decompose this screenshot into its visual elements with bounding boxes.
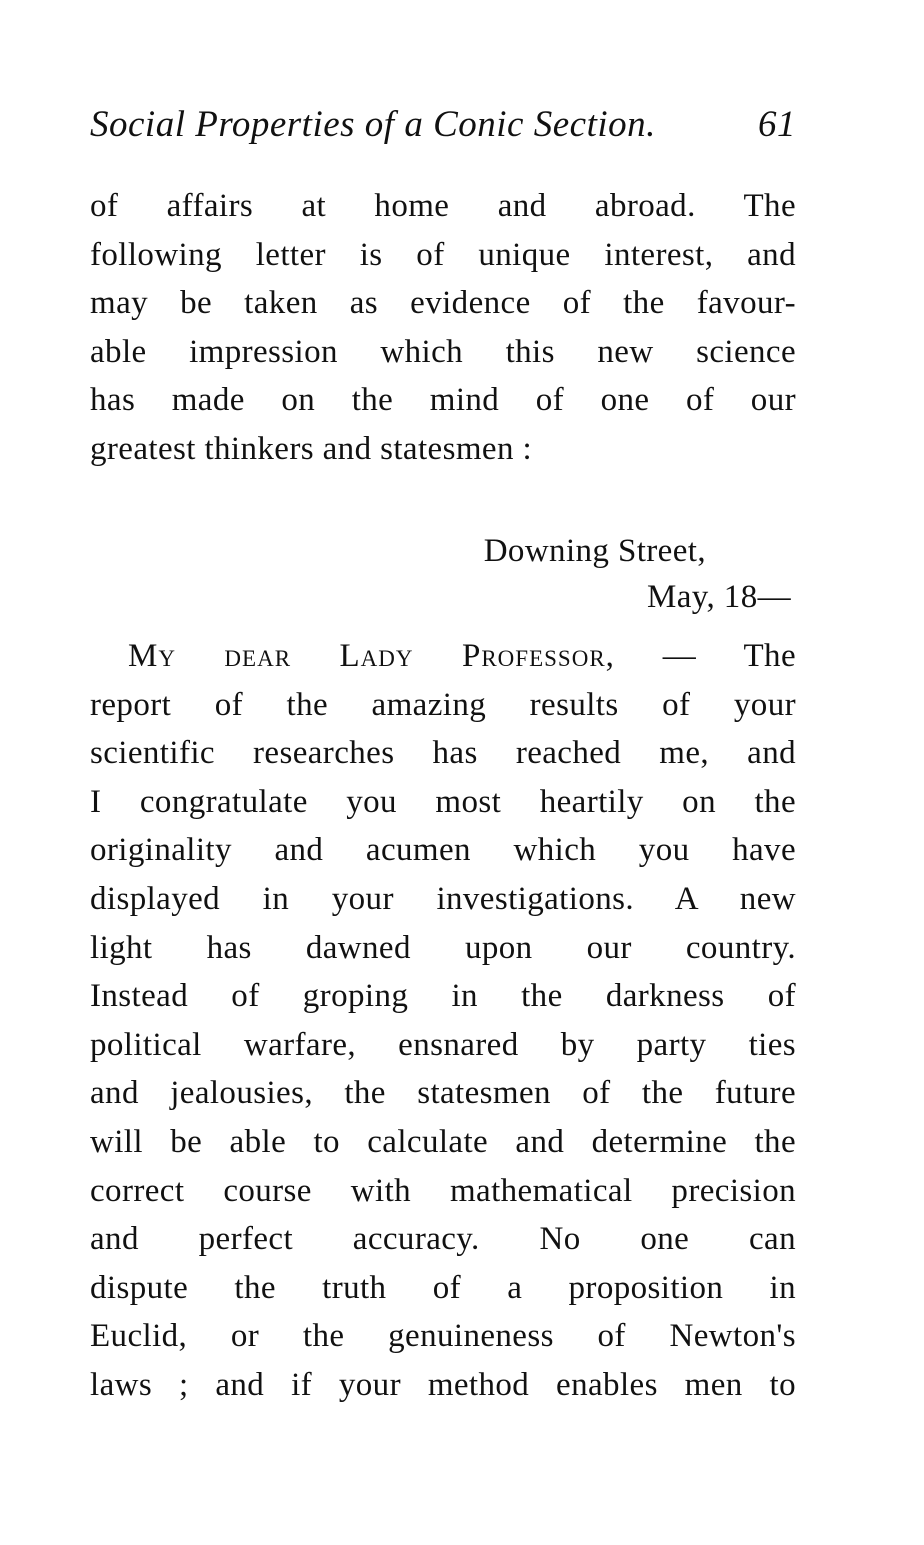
text-line: originality and acumen which you have bbox=[90, 832, 796, 869]
text-line: report of the amazing results of your bbox=[90, 686, 796, 723]
text-line: displayed in your investigations. A new bbox=[90, 880, 796, 917]
text-line: will be able to calculate and determine the bbox=[90, 1123, 796, 1160]
text-line: laws ; and if your method enables men to bbox=[90, 1366, 796, 1403]
text-line: able impression which this new science bbox=[90, 333, 796, 370]
text-line: of affairs at home and abroad. The bbox=[90, 188, 796, 224]
page-number: 61 bbox=[758, 104, 796, 145]
running-head-title: Social Properties of a Conic Section. bbox=[90, 104, 656, 145]
text-line: has made on the mind of one of our bbox=[90, 382, 796, 419]
salutation: My dear Lady Professor, bbox=[128, 638, 615, 674]
text-line: may be taken as evidence of the favour- bbox=[90, 285, 796, 322]
letter-dateline bbox=[90, 528, 796, 620]
text-line: Instead of groping in the darkness of bbox=[90, 978, 796, 1015]
salutation-suffix: — The bbox=[614, 638, 796, 674]
text-line: and jealousies, the statesmen of the future bbox=[90, 1075, 796, 1112]
text-line: light has dawned upon our country. bbox=[90, 929, 796, 966]
text-line: correct course with mathematical precision bbox=[90, 1172, 796, 1209]
dateline-date: May, 18— bbox=[646, 579, 791, 615]
text-line: Euclid, or the genuineness of Newton's bbox=[90, 1318, 796, 1355]
text-line: greatest thinkers and statesmen : bbox=[90, 430, 533, 467]
text-line: I congratulate you most heartily on the bbox=[90, 783, 796, 820]
text-line: dispute the truth of a proposition in bbox=[90, 1269, 796, 1306]
text-line: political warfare, ensnared by party ties bbox=[90, 1026, 796, 1063]
intro-paragraph bbox=[90, 182, 796, 474]
text-line: scientific researches has reached me, and bbox=[90, 735, 796, 772]
text-line: and perfect accuracy. No one can bbox=[90, 1221, 796, 1258]
text-line: following letter is of unique interest, and bbox=[90, 236, 796, 273]
letter-paragraph bbox=[90, 632, 796, 1410]
page-header bbox=[90, 103, 796, 146]
salutation-line bbox=[90, 632, 796, 681]
dateline-place: Downing Street, bbox=[483, 533, 706, 569]
